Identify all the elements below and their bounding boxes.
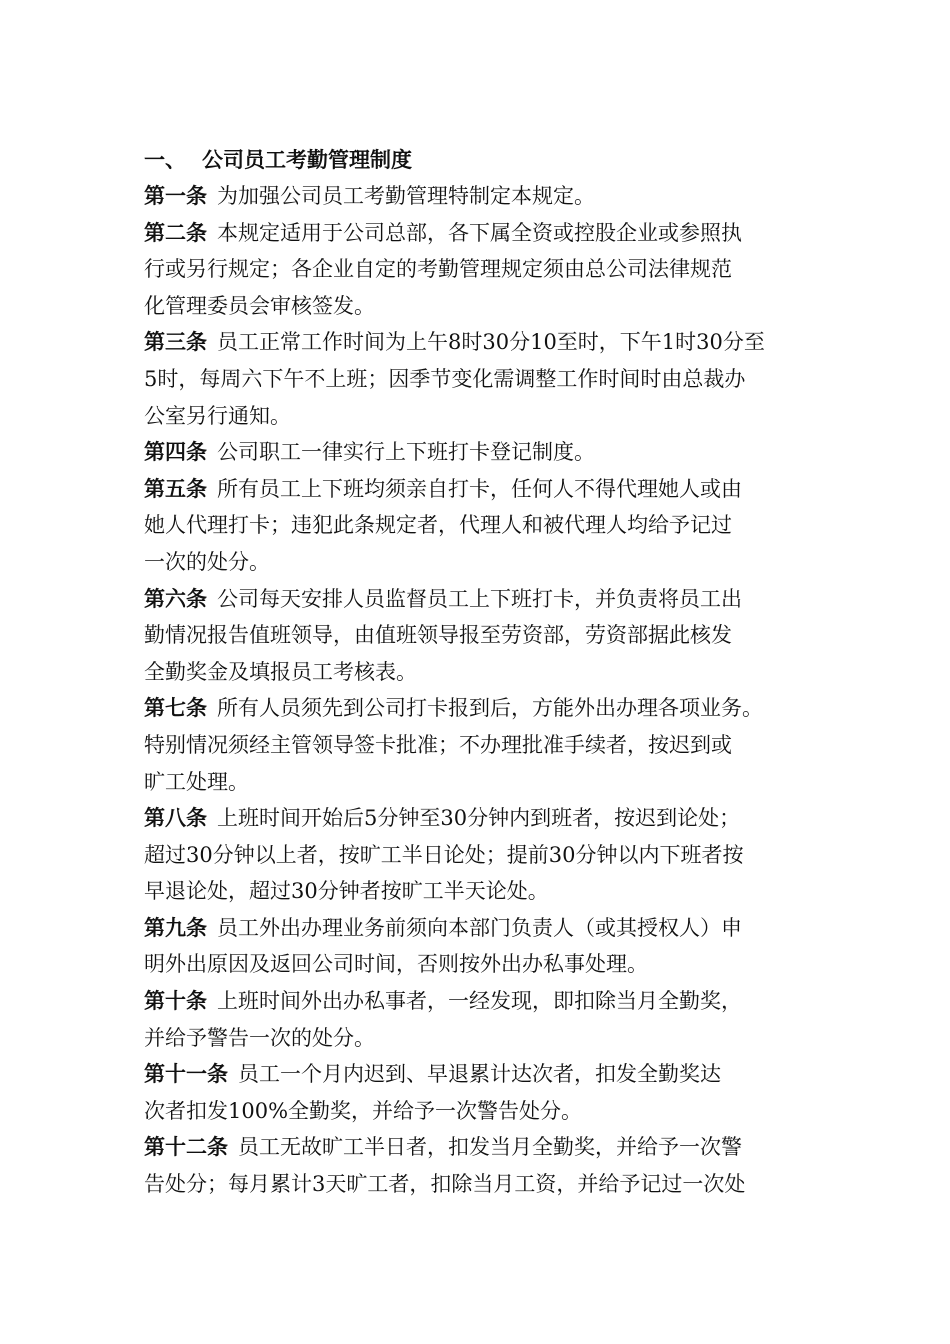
article-text: 公司每天安排人员监督员工上下班打卡，并负责将员工出: [217, 586, 742, 611]
article-line: [144, 654, 824, 691]
article-label: 第四条: [144, 440, 207, 465]
article: [144, 581, 824, 691]
article-text: 员工正常工作时间为上午8时30分10至时，下午1时30分至: [217, 330, 765, 355]
article-text: 所有人员须先到公司打卡报到后，方能外出办理各项业务。: [217, 696, 763, 721]
article-line: [144, 434, 824, 471]
article-text: 旷工处理。: [144, 769, 249, 794]
article-line: [144, 946, 824, 983]
article-line: [144, 1093, 824, 1130]
article-text: 员工外出办理业务前须向本部门负责人（或其授权人）申: [217, 915, 742, 940]
article-line: [144, 288, 824, 325]
article-line: [144, 178, 824, 215]
article-line: [144, 507, 824, 544]
article: [144, 983, 824, 1056]
article: [144, 471, 824, 581]
article-text: 并给予警告一次的处分。: [144, 1025, 375, 1050]
article-label: 第七条: [144, 696, 207, 721]
article: [144, 434, 824, 471]
article: [144, 1056, 824, 1129]
article: [144, 690, 824, 800]
article-line: [144, 1129, 824, 1166]
article-line: [144, 873, 824, 910]
section-heading: [144, 142, 824, 178]
article-line: [144, 727, 824, 764]
article-text: 所有员工上下班均须亲自打卡，任何人不得代理她人或由: [217, 476, 742, 501]
article-line: [144, 800, 824, 837]
article-text: 上班时间外出办私事者，一经发现，即扣除当月全勤奖，: [217, 989, 742, 1014]
article-text: 次者扣发100%全勤奖，并给予一次警告处分。: [144, 1098, 583, 1123]
article-label: 第三条: [144, 330, 207, 355]
article-text: 一次的处分。: [144, 549, 270, 574]
article-text: 早退论处，超过30分钟者按旷工半天论处。: [144, 879, 549, 904]
article-label: 第五条: [144, 476, 207, 501]
article-line: [144, 361, 824, 398]
article-label: 第九条: [144, 915, 207, 940]
article-text: 全勤奖金及填报员工考核表。: [144, 659, 417, 684]
article-line: [144, 690, 824, 727]
article-text: 公司职工一律实行上下班打卡登记制度。: [217, 440, 595, 465]
article-line: [144, 837, 824, 874]
article-line: [144, 581, 824, 618]
article-text: 特别情况须经主管领导签卡批准；不办理批准手续者，按迟到或: [144, 732, 732, 757]
article-line: [144, 324, 824, 361]
article-text: 员工一个月内迟到、早退累计达次者，扣发全勤奖达: [238, 1062, 721, 1087]
article-line: [144, 983, 824, 1020]
article: [144, 910, 824, 983]
article-text: 明外出原因及返回公司时间，否则按外出办私事处理。: [144, 952, 648, 977]
article-line: [144, 398, 824, 435]
article-label: 第八条: [144, 806, 207, 831]
article-line: [144, 617, 824, 654]
article-label: 第十条: [144, 989, 207, 1014]
article-text: 为加强公司员工考勤管理特制定本规定。: [217, 184, 595, 208]
article-text: 上班时间开始后5分钟至30分钟内到班者，按迟到论处；: [217, 806, 741, 831]
section-title: 公司员工考勤管理制度: [202, 148, 412, 172]
article-text: 告处分；每月累计3天旷工者，扣除当月工资，并给予记过一次处: [144, 1172, 746, 1197]
article-list: [144, 178, 824, 1203]
article: [144, 1129, 824, 1202]
article-text: 行或另行规定；各企业自定的考勤管理规定须由总公司法律规范: [144, 257, 732, 282]
section-number: 一、: [144, 148, 186, 172]
article-line: [144, 251, 824, 288]
article-line: [144, 471, 824, 508]
article-label: 第一条: [144, 184, 207, 208]
article: [144, 215, 824, 325]
article-text: 公室另行通知。: [144, 403, 291, 428]
article-label: 第十一条: [144, 1062, 228, 1087]
article: [144, 178, 824, 215]
article-text: 5时，每周六下午不上班；因季节变化需调整工作时间时由总裁办: [144, 366, 746, 391]
article-line: [144, 764, 824, 801]
article-line: [144, 1020, 824, 1057]
article-text: 化管理委员会审核签发。: [144, 293, 375, 318]
article-line: [144, 1056, 824, 1093]
article-label: 第十二条: [144, 1135, 228, 1160]
article-text: 本规定适用于公司总部，各下属全资或控股企业或参照执: [217, 220, 742, 245]
article: [144, 324, 824, 434]
article-text: 她人代理打卡；违犯此条规定者，代理人和被代理人均给予记过: [144, 513, 732, 538]
article-text: 员工无故旷工半日者，扣发当月全勤奖，并给予一次警: [238, 1135, 742, 1160]
article-line: [144, 910, 824, 947]
article: [144, 800, 824, 910]
article-label: 第六条: [144, 586, 207, 611]
article-text: 勤情况报告值班领导，由值班领导报至劳资部，劳资部据此核发: [144, 623, 732, 648]
article-text: 超过30分钟以上者，按旷工半日论处；提前30分钟以内下班者按: [144, 842, 744, 867]
article-label: 第二条: [144, 220, 207, 245]
article-line: [144, 215, 824, 252]
document-body: [144, 142, 824, 1203]
article-line: [144, 1166, 824, 1203]
article-line: [144, 544, 824, 581]
